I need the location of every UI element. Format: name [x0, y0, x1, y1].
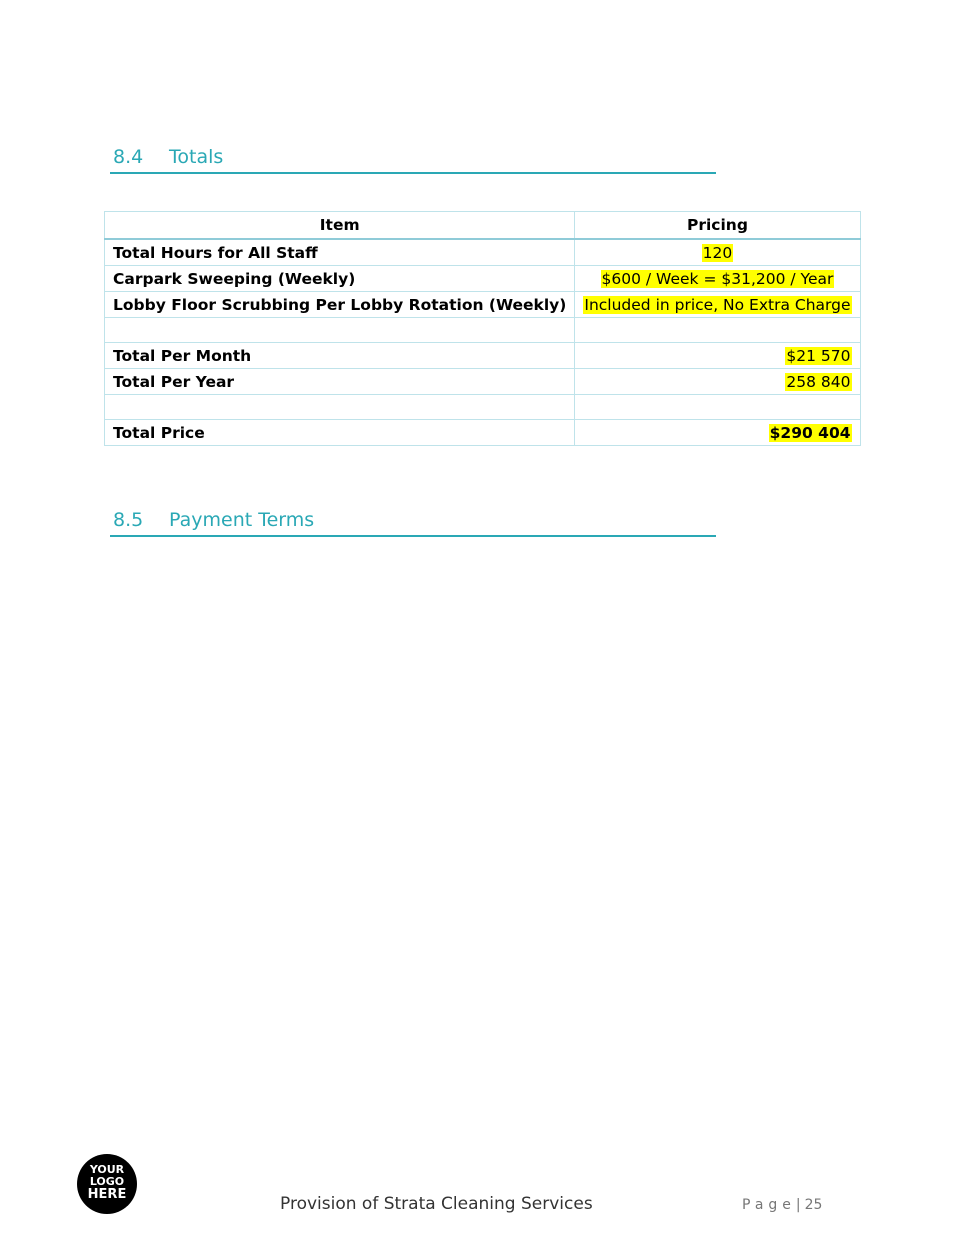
footer-document-title: Provision of Strata Cleaning Services [280, 1194, 593, 1214]
section-title: Payment Terms [169, 509, 315, 531]
highlighted-value: $600 / Week = $31,200 / Year [601, 269, 834, 288]
section-heading-payment-terms [110, 507, 716, 537]
row-item: Total Per Year [105, 369, 575, 395]
row-item: Lobby Floor Scrubbing Per Lobby Rotation (Weekly) [105, 292, 575, 318]
section-title: Totals [169, 146, 224, 168]
row-item: Total Per Month [105, 343, 575, 369]
highlighted-value: $21 570 [786, 346, 851, 365]
header-item: Item [105, 212, 575, 240]
table-row [105, 239, 861, 266]
empty-cell [105, 395, 575, 420]
page-number-value: 25 [804, 1197, 823, 1213]
table-row [105, 266, 861, 292]
totals-table [104, 211, 861, 446]
logo-text-line: LOGO [89, 1174, 125, 1188]
section-number: 8.4 [113, 146, 144, 168]
logo-text-line: YOUR [89, 1163, 125, 1176]
table-header-row [105, 212, 861, 240]
row-price [575, 343, 860, 369]
highlighted-value: Included in price, No Extra Charge [584, 295, 851, 314]
table-row [105, 343, 861, 369]
section-heading-totals [110, 144, 716, 174]
empty-cell [575, 318, 860, 343]
table-row [105, 292, 861, 318]
table-row [105, 369, 861, 395]
empty-cell [575, 395, 860, 420]
table-row-empty [105, 318, 861, 343]
logo [77, 1154, 137, 1214]
row-item: Carpark Sweeping (Weekly) [105, 266, 575, 292]
row-price [575, 292, 860, 318]
table-row-empty [105, 395, 861, 420]
table-row-total [105, 420, 861, 446]
highlighted-value: 258 840 [786, 372, 851, 391]
row-price [575, 266, 860, 292]
highlighted-value: 120 [702, 243, 733, 262]
empty-cell [105, 318, 575, 343]
page-separator: | [795, 1197, 801, 1213]
header-pricing: Pricing [575, 212, 860, 240]
page-number [742, 1197, 822, 1213]
highlighted-value: $290 404 [769, 423, 851, 442]
row-item: Total Hours for All Staff [105, 239, 575, 266]
row-price [575, 239, 860, 266]
section-number: 8.5 [113, 509, 144, 531]
row-price [575, 369, 860, 395]
row-item: Total Price [105, 420, 575, 446]
page-label: Page [742, 1197, 796, 1213]
row-price [575, 420, 860, 446]
logo-text-line: HERE [87, 1187, 127, 1202]
